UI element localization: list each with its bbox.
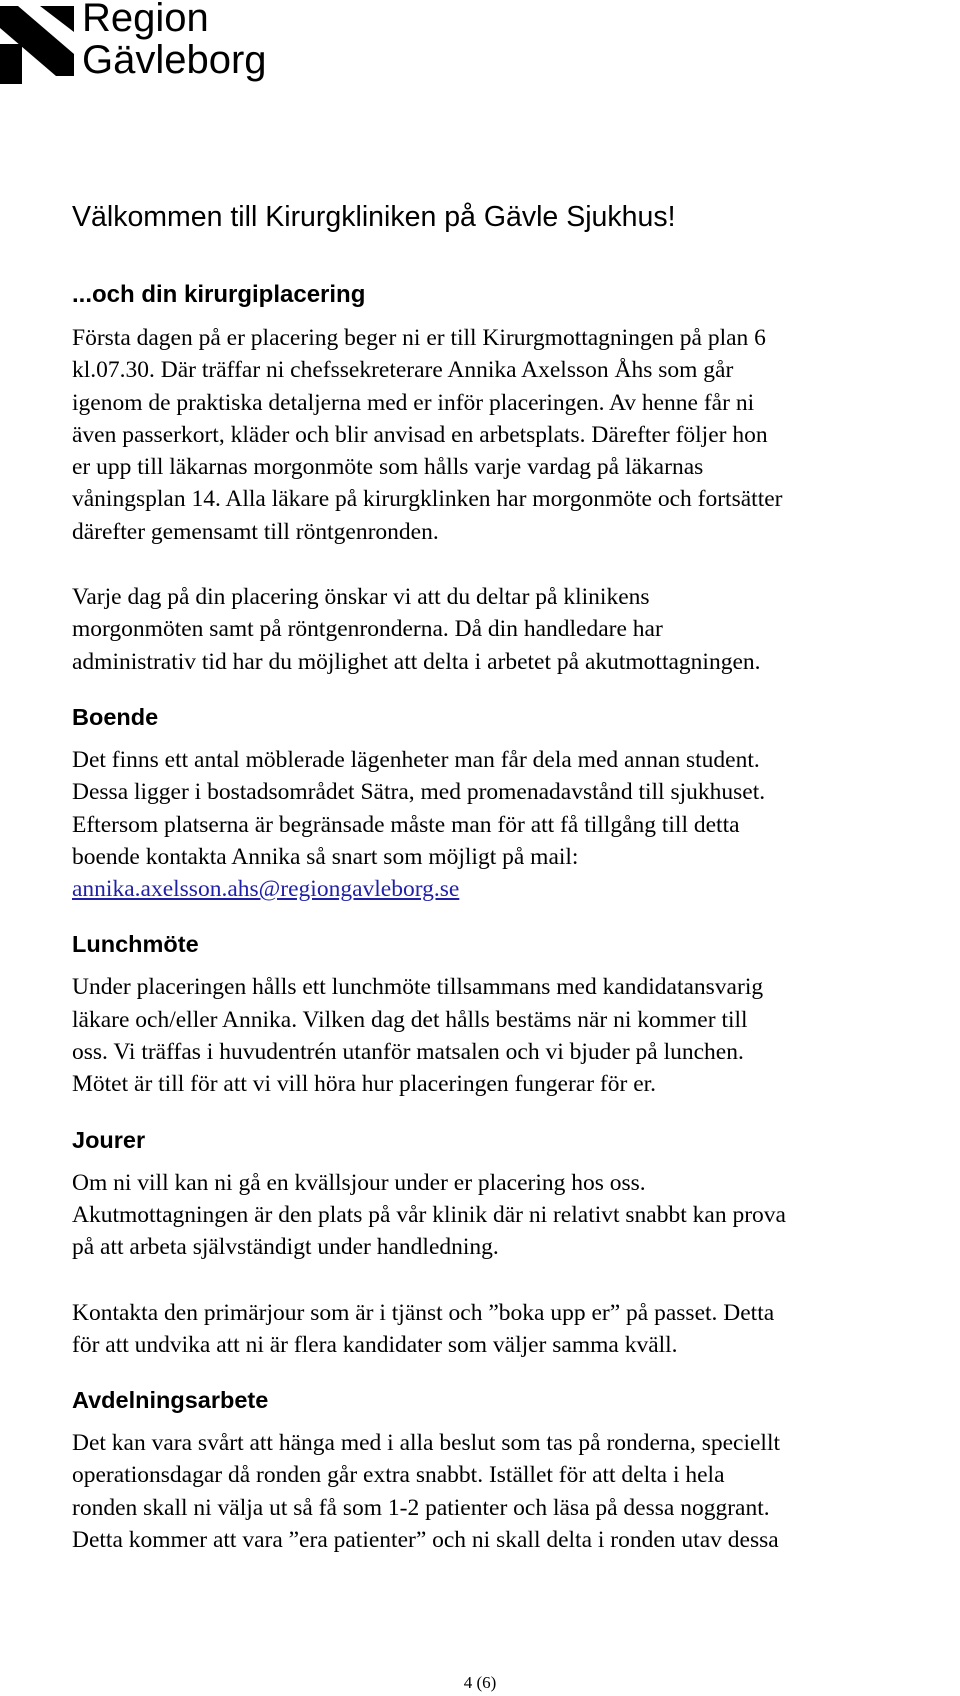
text-line: Mötet är till för att vi vill höra hur placeringen fungerar för er.	[72, 1071, 657, 1098]
text-line: igenom de praktiska detaljerna med er inför placeringen. Av henne får ni	[72, 389, 755, 416]
text-line: våningsplan 14. Alla läkare på kirurgklinken har morgonmöte och fortsätter	[72, 486, 783, 513]
region-gavleborg-logo	[0, 0, 300, 90]
text-line: administrativ tid har du möjlighet att delta i arbetet på akutmottagningen.	[72, 648, 761, 675]
lunchmote-paragraph	[72, 971, 960, 1100]
page-title: Välkommen till Kirurgkliniken på Gävle Sjukhus!	[72, 201, 676, 233]
text-line: kl.07.30. Där träffar ni chefssekreterare Annika Axelsson Åhs som går	[72, 357, 734, 384]
text-line: Det finns ett antal möblerade lägenheter man får dela med annan student.	[72, 746, 760, 773]
jourer-paragraph-2	[72, 1297, 960, 1362]
text-line: Kontakta den primärjour som är i tjänst och ”boka upp er” på passet. Detta	[72, 1299, 775, 1326]
intro-paragraph-1	[72, 322, 960, 548]
text-line: ronden skall ni välja ut så få som 1-2 patienter och läsa på dessa noggrant.	[72, 1494, 770, 1521]
intro-paragraph-2	[72, 581, 960, 678]
jourer-paragraph-1	[72, 1167, 960, 1264]
document-body	[72, 200, 960, 1556]
text-line: Under placeringen hålls ett lunchmöte tillsammans med kandidatansvarig	[72, 974, 764, 1001]
text-line: oss. Vi träffas i huvudentrén utanför matsalen och vi bjuder på lunchen.	[72, 1039, 744, 1066]
email-link[interactable]: annika.axelsson.ahs@regiongavleborg.se	[72, 876, 460, 903]
email-line	[72, 873, 960, 905]
logo-text-region: Region	[82, 0, 209, 40]
section-heading-boende: Boende	[72, 703, 159, 730]
text-line: Varje dag på din placering önskar vi att du deltar på klinikens	[72, 584, 650, 611]
text-line: därefter gemensamt till röntgenronden.	[72, 518, 439, 545]
text-line: morgonmöten samt på röntgenronderna. Då din handledare har	[72, 616, 663, 643]
text-line: boende kontakta Annika så snart som möjligt på mail:	[72, 843, 579, 870]
text-line: läkare och/eller Annika. Vilken dag det hålls bestäms när ni kommer till	[72, 1006, 748, 1033]
text-line: er upp till läkarnas morgonmöte som hålls varje vardag på läkarnas	[72, 454, 704, 481]
section-heading-avdelningsarbete: Avdelningsarbete	[72, 1387, 269, 1414]
text-line: Detta kommer att vara ”era patienter” och ni skall delta i ronden utav dessa	[72, 1527, 779, 1554]
text-line: Det kan vara svårt att hänga med i alla beslut som tas på ronderna, speciellt	[72, 1430, 781, 1457]
boende-paragraph	[72, 744, 960, 905]
text-line: på att arbeta självständigt under handledning.	[72, 1234, 499, 1261]
text-line: Dessa ligger i bostadsområdet Sätra, med promenadavstånd till sjukhuset.	[72, 779, 766, 806]
logo-text-gavleborg: Gävleborg	[82, 38, 267, 82]
text-line: operationsdagar då ronden går extra snabbt. Istället för att delta i hela	[72, 1462, 725, 1489]
text-line: även passerkort, kläder och blir anvisad en arbetsplats. Därefter följer hon	[72, 421, 768, 448]
section-heading-lunchmote: Lunchmöte	[72, 931, 199, 958]
page-subtitle: ...och din kirurgiplacering	[72, 281, 366, 308]
text-line: Om ni vill kan ni gå en kvällsjour under er placering hos oss.	[72, 1169, 646, 1196]
avdelningsarbete-paragraph	[72, 1427, 960, 1556]
text-line: för att undvika att ni är flera kandidater som väljer samma kväll.	[72, 1331, 678, 1358]
text-line: Första dagen på er placering beger ni er till Kirurgmottagningen på plan 6	[72, 325, 766, 351]
text-line: Eftersom platserna är begränsade måste man för att få tillgång till detta	[72, 811, 740, 838]
text-line: Akutmottagningen är den plats på vår klinik där ni relativt snabbt kan prova	[72, 1201, 786, 1228]
section-heading-jourer: Jourer	[72, 1126, 146, 1153]
page-number: 4 (6)	[463, 1673, 497, 1692]
region-gavleborg-emblem-icon	[0, 4, 74, 84]
